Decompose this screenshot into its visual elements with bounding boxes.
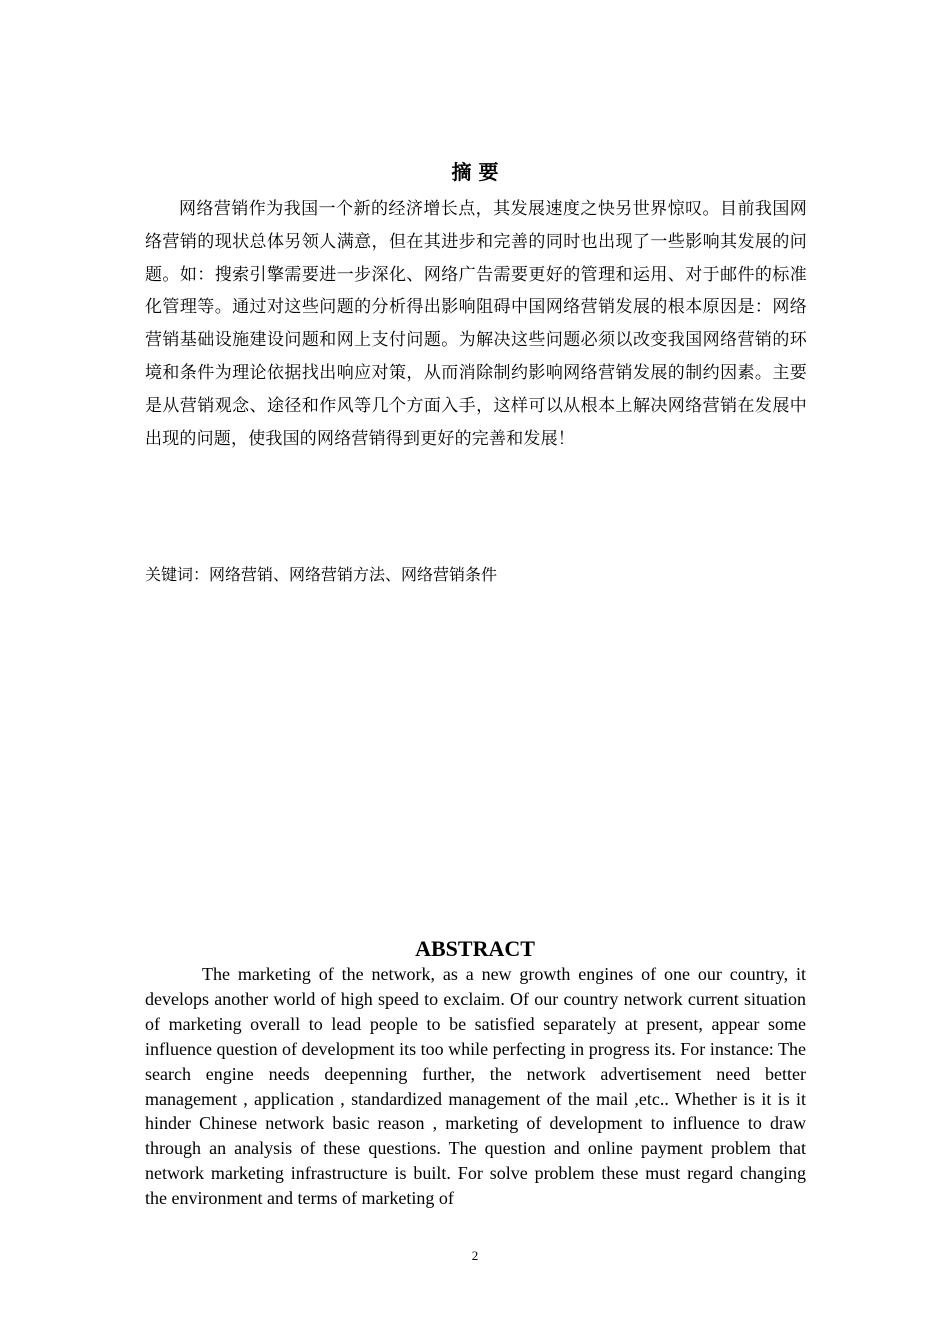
chinese-abstract-body: 网络营销作为我国一个新的经济增长点，其发展速度之快另世界惊叹。目前我国网络营销的现状总体另领人满意，但在其进步和完善的同时也出现了一些影响其发展的问题。如：搜索引擎需要进一步深化、网络广告需要更好的管理和运用、对于邮件的标准化管理等。通过对这些问题的分析得出影响阻碍中国网络营销发展的根本原因是：网络营销基础设施建设问题和网上支付问题。为解决这些问题必须以改变我国网络营销的环境和条件为理论依据找出响应对策，从而消除制约影响网络营销发展的制约因素。主要是从营销观念、途径和作风等几个方面入手，这样可以从根本上解决网络营销在发展中出现的问题，使我国的网络营销得到更好的完善和发展！ (145, 199, 807, 449)
english-abstract-title: ABSTRACT (415, 936, 535, 961)
chinese-abstract-title: 摘 要 (451, 160, 499, 184)
english-abstract-body: The marketing of the network, as a new growth engines of one our country, it develops another world of high speed to exclaim. Of our country network current situation of marketing overall to lead people to be satisfied separately at present, appear some influence question of development its too while perfecting in progress its. For instance: The search engine needs deepenning further, the network advertisement need better management , application , standardized management of the mail ,etc.. Whether is it is it hinder Chinese network basic reason , marketing of development to influence to draw through an analysis of these questions. The question and online payment problem that network marketing infrastructure is built. For solve problem these must regard changing the environment and terms of marketing of (145, 964, 806, 1209)
page-number: 2 (471, 1248, 479, 1263)
keywords-line: 关键词：网络营销、网络营销方法、网络营销条件 (145, 565, 498, 584)
